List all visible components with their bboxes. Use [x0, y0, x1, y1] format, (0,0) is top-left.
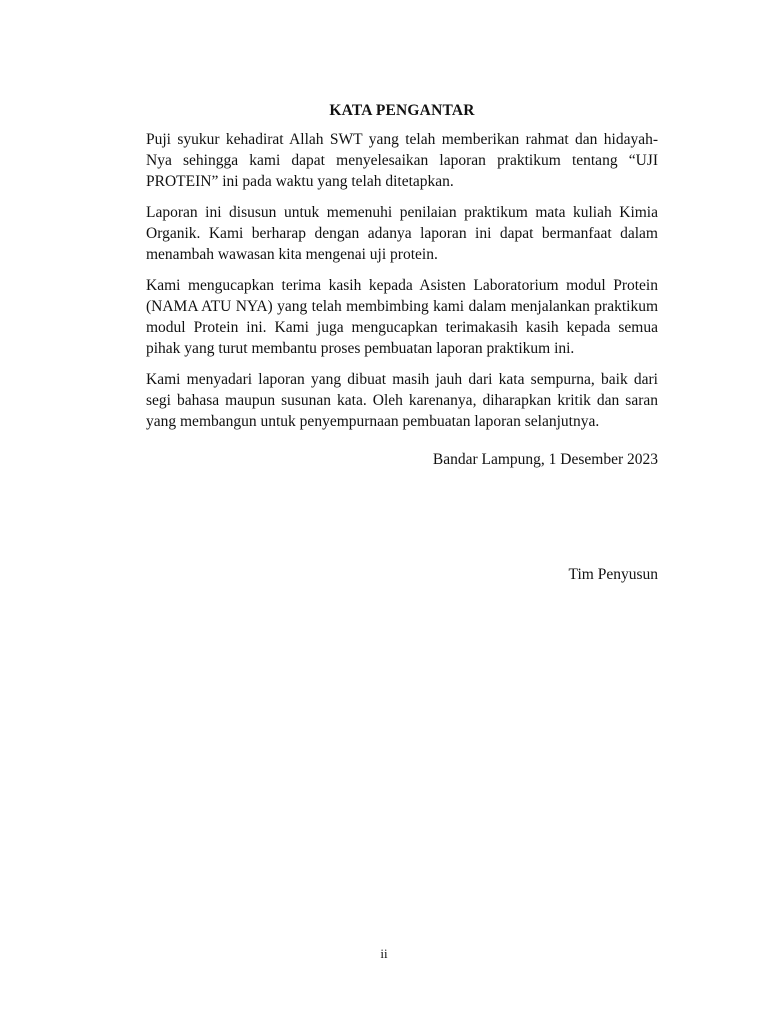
- paragraph-3: Kami mengucapkan terima kasih kepada Asisten Laboratorium modul Protein (NAMA ATU NYA) yang telah membimbing kami dalam menjalankan praktikum modul Protein ini. Kami juga mengucapkan terimakasih kasih kepada semua pihak yang turut membantu proses pembuatan laporan praktikum ini.: [146, 277, 658, 357]
- page-title: KATA PENGANTAR: [329, 102, 475, 119]
- document-content: [146, 100, 658, 583]
- paragraph-4: Kami menyadari laporan yang dibuat masih jauh dari kata sempurna, baik dari segi bahasa maupun susunan kata. Oleh karenanya, diharapkan kritik dan saran yang membangun untuk penyempurnaan pembuatan laporan selanjutnya.: [146, 371, 658, 430]
- paragraph-2: Laporan ini disusun untuk memenuhi penilaian praktikum mata kuliah Kimia Organik. Kami berharap dengan adanya laporan ini dapat bermanfaat dalam menambah wawasan kita mengenai uji protein.: [146, 204, 658, 263]
- page-number: ii: [380, 946, 388, 961]
- signature: Tim Penyusun: [568, 566, 658, 583]
- paragraph-1: Puji syukur kehadirat Allah SWT yang telah memberikan rahmat dan hidayah-Nya sehingga kami dapat menyelesaikan laporan praktikum tentang “UJI PROTEIN” ini pada waktu yang telah ditetapkan.: [146, 131, 658, 190]
- place-date: Bandar Lampung, 1 Desember 2023: [432, 451, 658, 468]
